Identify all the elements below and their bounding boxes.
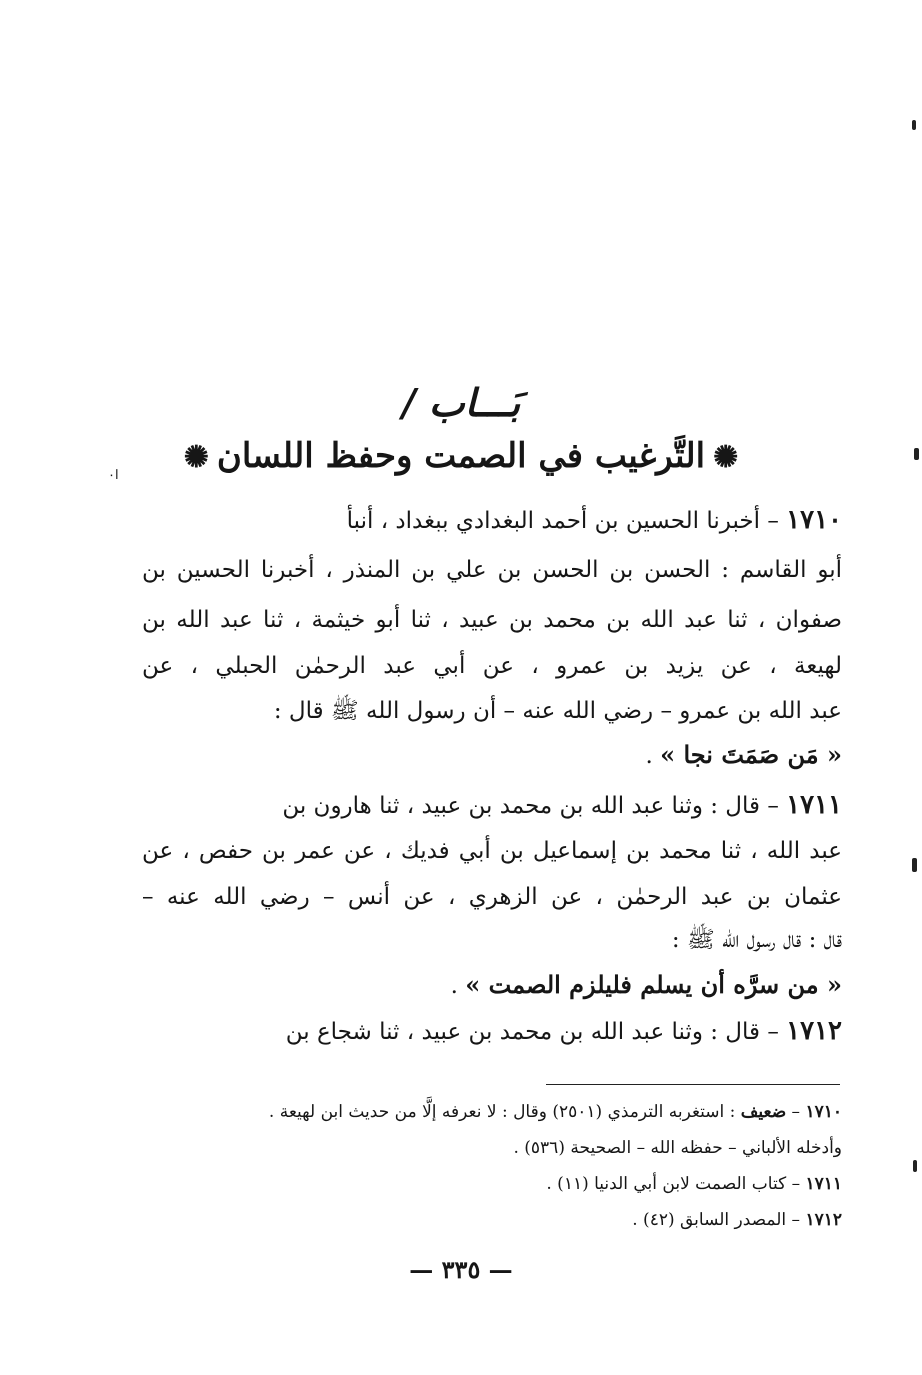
prophetic-saying: « مَن صَمَتَ نجا » xyxy=(660,740,842,769)
prophetic-saying: « من سرَّه أن يسلم فليلزم الصمت » xyxy=(465,970,842,999)
footnote-number: ١٧١٠ xyxy=(805,1102,842,1122)
text-line xyxy=(222,1016,842,1046)
line-text: – قال : وثنا عبد الله بن محمد بن عبيد ، ثنا هارون بن xyxy=(282,793,787,819)
scan-mark xyxy=(912,120,916,130)
line-text: قال : قال رسول الله ﷺ : xyxy=(671,927,842,953)
chapter-title-text: التَّرغيب في الصمت وحفظ اللسان xyxy=(216,436,706,476)
line-text: عثمان بن عبد الرحمٰن ، عن الزهري ، عن أنس – رضي الله عنه – xyxy=(142,884,842,910)
footnote-number: ١٧١٢ xyxy=(805,1210,842,1230)
footnote-text: – كتاب الصمت لابن أبي الدنيا (١١) . xyxy=(546,1174,806,1194)
line-text: صفوان ، ثنا عبد الله بن محمد بن عبيد ، ثنا أبو خيثمة ، ثنا عبد الله بن xyxy=(142,607,842,633)
quote-line xyxy=(142,970,842,999)
text-line xyxy=(222,790,842,820)
scan-mark xyxy=(913,1160,917,1172)
footnote xyxy=(632,1210,842,1230)
text-line xyxy=(222,505,842,535)
footnote xyxy=(513,1138,842,1158)
text-line xyxy=(142,696,842,730)
line-text: . xyxy=(450,973,466,999)
footnote xyxy=(546,1174,842,1194)
star-ornament-icon: ✺ xyxy=(183,440,209,475)
line-text: . xyxy=(645,743,661,769)
footnote-text: : استغربه الترمذي (٢٥٠١) وقال : لا نعرفه إلَّا من حديث ابن لهيعة . xyxy=(268,1102,741,1122)
hadith-number: ١٧١١ xyxy=(786,790,842,820)
text-line xyxy=(142,838,842,864)
line-text: أبو القاسم : الحسن بن الحسن بن علي بن المنذر ، أخبرنا الحسين بن xyxy=(142,557,842,583)
text-line xyxy=(142,653,842,679)
scan-mark xyxy=(914,448,919,460)
line-text: – أخبرنا الحسين بن أحمد البغدادي ببغداد ، أنبأ xyxy=(346,508,787,534)
quote-line xyxy=(142,740,842,769)
page-number: — ٣٣٥ — xyxy=(409,1255,513,1284)
footnote-text: – المصدر السابق (٤٢) . xyxy=(632,1210,806,1230)
chapter-heading-word: بَـــاب / xyxy=(401,380,521,425)
scan-mark xyxy=(912,858,917,872)
text-line xyxy=(142,607,842,633)
grading: ضعيف xyxy=(740,1102,787,1122)
footnote-number: ١٧١١ xyxy=(805,1174,842,1194)
line-text: لهيعة ، عن يزيد بن عمرو ، عن أبي عبد الرحمٰن الحبلي ، عن xyxy=(142,653,842,679)
star-ornament-icon: ✺ xyxy=(713,440,739,475)
line-text: عبد الله ، ثنا محمد بن إسماعيل بن أبي فديك ، عن عمر بن حفص ، عن xyxy=(142,838,842,864)
line-text: عبد الله بن عمرو – رضي الله عنه – أن رسول الله ﷺ قال : xyxy=(273,698,842,724)
footnote: ١٧١٠ – ضعيف : استغربه الترمذي (٢٥٠١) وقال : لا نعرفه إلَّا من حديث ابن لهيعة . xyxy=(268,1102,842,1122)
footnote-text: وأدخله الألباني – حفظه الله – الصحيحة (٥٣٦) . xyxy=(513,1138,842,1158)
hadith-number: ١٧١٢ xyxy=(786,1016,842,1046)
text-line xyxy=(142,925,842,959)
text-line xyxy=(142,557,842,583)
footnote-separator xyxy=(546,1084,840,1085)
chapter-title xyxy=(0,436,922,476)
margin-mark: ا٠ xyxy=(108,468,119,483)
line-text: – قال : وثنا عبد الله بن محمد بن عبيد ، ثنا شجاع بن xyxy=(285,1019,787,1045)
text-line xyxy=(142,884,842,910)
hadith-number: ١٧١٠ xyxy=(786,505,842,535)
